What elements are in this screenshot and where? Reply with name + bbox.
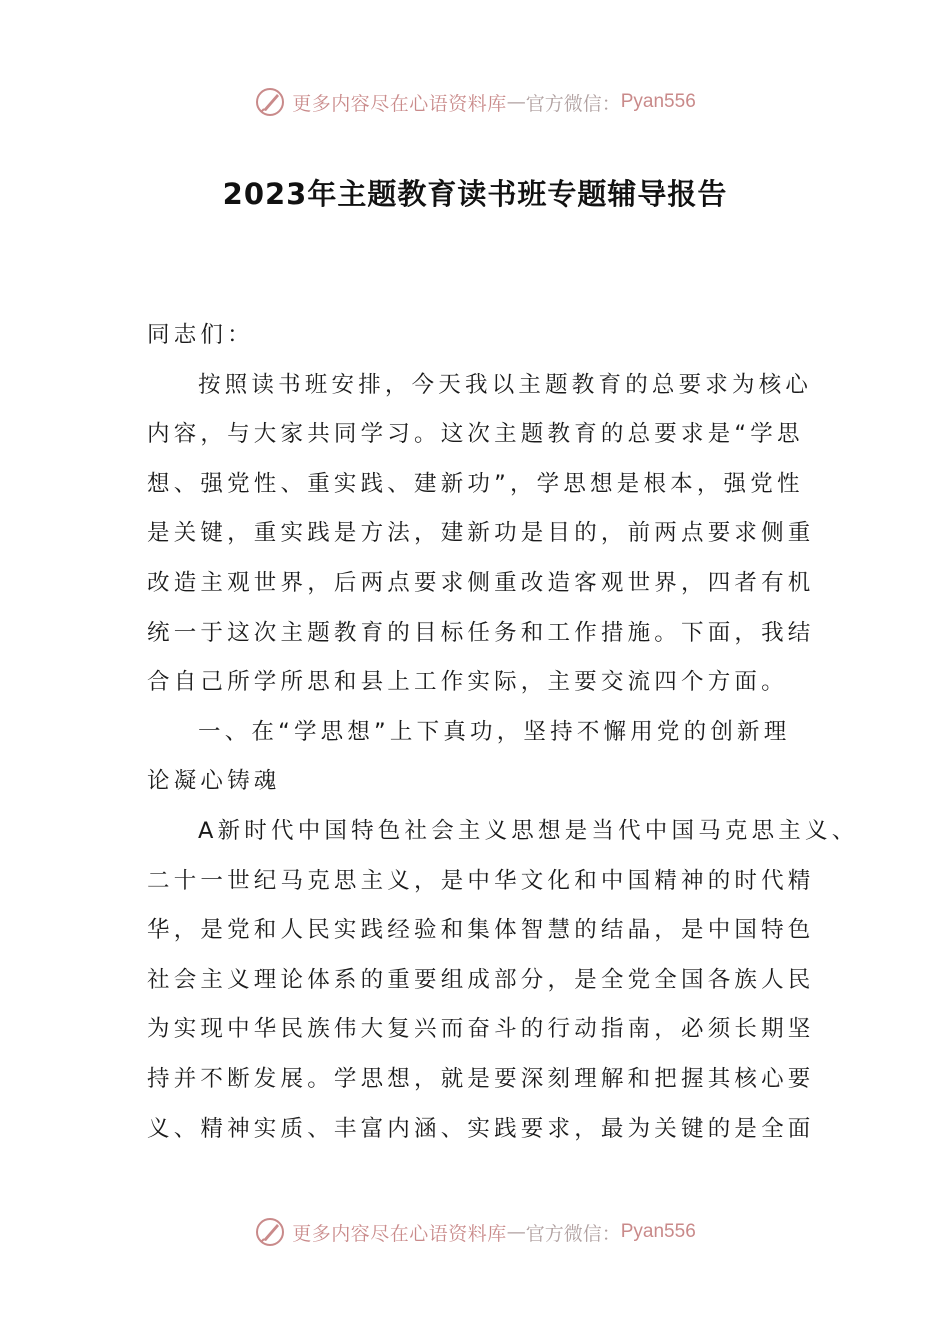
paragraph-line: 合自己所学所思和县上工作实际，主要交流四个方面。 [147,669,788,696]
paragraph-line: 统一于这次主题教育的目标任务和工作措施。下面，我结 [147,619,815,646]
watermark-text: 更多内容尽在心语资料库 [292,92,507,115]
watermark-separator: — [506,91,526,113]
paragraph-line: 义、精神实质、丰富内涵、实践要求，最为关键的是全面 [147,1115,815,1142]
watermark-wechat-label: 官方微信： [525,92,621,115]
paragraph-line: 想、强党性、重实践、建新功”，学思想是根本，强党性 [147,470,804,497]
watermark-wechat-id: Pyan556 [620,1221,696,1242]
paragraph-line: 内容，与大家共同学习。这次主题教育的总要求是“学思 [147,421,804,448]
paragraph-line: 改造主观世界，后两点要求侧重改造客观世界，四者有机 [147,569,815,596]
paragraph-line: 持并不断发展。学思想，就是要深刻理解和把握其核心要 [147,1065,815,1092]
document-body [147,311,859,1154]
watermark-text: 更多内容尽在心语资料库 [292,1222,507,1245]
salutation: 同志们： [147,322,254,348]
quill-logo-icon [254,1216,286,1248]
header-watermark [0,82,950,122]
quill-logo-icon [254,86,286,118]
paragraph-line: A新时代中国特色社会主义思想是当代中国马克思主义、 [198,817,859,844]
paragraph-line: 按照读书班安排，今天我以主题教育的总要求为核心 [198,371,813,398]
footer-watermark [0,1212,950,1252]
watermark-separator: — [506,1221,526,1243]
paragraph-line: 是关键，重实践是方法，建新功是目的，前两点要求侧重 [147,520,815,547]
section-heading-line: 一、在“学思想”上下真功，坚持不懈用党的创新理 [198,718,791,745]
paragraph-line: 华，是党和人民实践经验和集体智慧的结晶，是中国特色 [147,917,815,944]
section-heading-line: 论凝心铸魂 [147,768,281,795]
watermark-wechat-id: Pyan556 [620,91,696,112]
paragraph-line: 为实现中华民族伟大复兴而奋斗的行动指南，必须长期坚 [147,1016,815,1043]
paragraph-line: 二十一世纪马克思主义，是中华文化和中国精神的时代精 [147,867,815,894]
document-title: 2023年主题教育读书班专题辅导报告 [222,177,728,211]
watermark-wechat-label: 官方微信： [525,1222,621,1245]
paragraph-line: 社会主义理论体系的重要组成部分，是全党全国各族人民 [147,966,815,993]
